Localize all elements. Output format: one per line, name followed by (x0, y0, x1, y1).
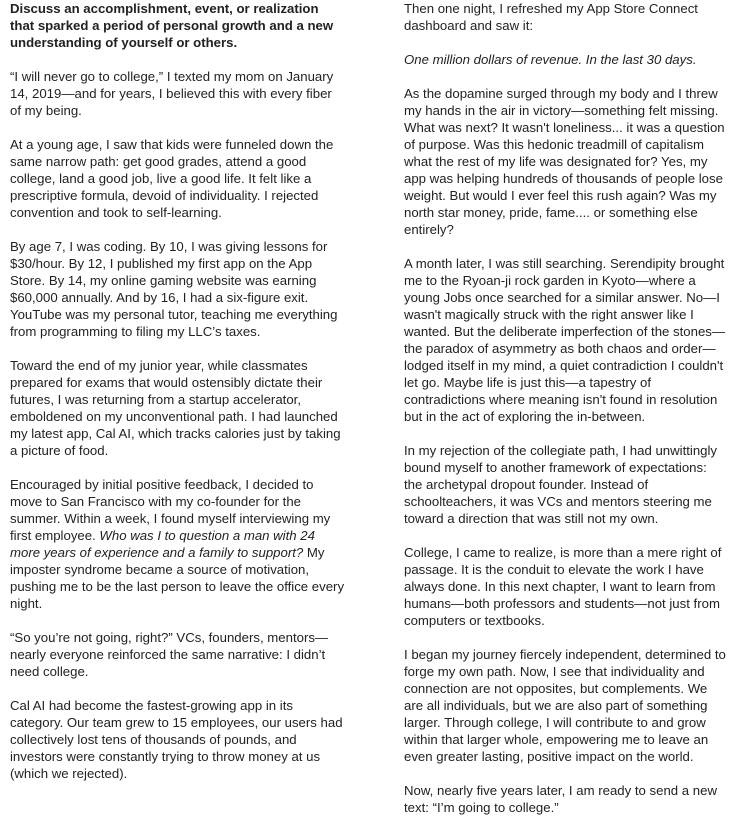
paragraph-6: “So you’re not going, right?” VCs, founders, mentors—nearly everyone reinforced the same narrative: I didn’t need college. (10, 630, 329, 679)
paragraph-5 (10, 476, 346, 612)
paragraph-10: As the dopamine surged through my body and I threw my hands in the air in victory—something felt missing. What was next? It wasn't loneliness... it was a question of purpose. Was this hedonic treadmill of capitalism what the rest of my life was designated for? Yes, my app was helping hundreds of thousands of people lose weight. But would I ever feel this rush again? Was my north star money, pride, fame.... or something else entirely? (404, 86, 725, 237)
paragraph-13: College, I came to realize, is more than a mere right of passage. It is the conduit to elevate the work I have always done. In this next chapter, I want to learn from humans—both professors and students—not just from computers or textbooks. (404, 545, 722, 628)
paragraph-4: Toward the end of my junior year, while classmates prepared for exams that would ostensibly dictate their futures, I was returning from a startup accelerator, emboldened on my unconventional path. I had launched my latest app, Cal AI, which tracks calories just by taking a picture of food. (10, 358, 341, 458)
paragraph-15: Now, nearly five years later, I am ready to send a new text: “I’m going to college.” (404, 783, 717, 815)
right-column (404, 0, 726, 833)
paragraph-2: At a young age, I saw that kids were funneled down the same narrow path: get good grades, attend a good college, land a good job, live a good life. It felt like a prescriptive formula, devoid of individuality. I rejected convention and took to self-learning. (10, 137, 334, 220)
left-column (10, 0, 346, 799)
paragraph-7: Cal AI had become the fastest-growing app in its category. Our team grew to 15 employees, our users had collectively lost tens of thousands of pounds, and investors were constantly trying to throw money at us (which we rejected). (10, 698, 343, 781)
revenue-line: One million dollars of revenue. In the last 30 days. (404, 52, 697, 67)
essay-prompt: Discuss an accomplishment, event, or realization that sparked a period of personal growth and a new understanding of yourself or others. (10, 1, 334, 50)
paragraph-12: In my rejection of the collegiate path, I had unwittingly bound myself to another framework of expectations: the archetypal dropout founder. Instead of schoolteachers, it was VCs and mentors steering me toward a direction that was still not my own. (404, 443, 718, 526)
paragraph-8: Then one night, I refreshed my App Store Connect dashboard and saw it: (404, 1, 698, 33)
paragraph-3: By age 7, I was coding. By 10, I was giving lessons for $30/hour. By 12, I published my first app on the App Store. By 14, my online gaming website was earning $60,000 annually. And by 16, I had a six-figure exit. YouTube was my personal tutor, teaching me everything from programming to filing my LLC’s taxes. (10, 239, 338, 339)
paragraph-5-end: My imposter syndrome became a source of motivation, pushing me to be the last person to leave the office every night. (10, 545, 345, 611)
paragraph-14: I began my journey fiercely independent, determined to forge my own path. Now, I see that individuality and connection are not opposites, but complements. We are all individuals, but we are also part of something larger. Through college, I will contribute to and grow within that larger whole, empowering me to leave an even greater lasting, positive impact on the world. (404, 647, 726, 764)
paragraph-9 (404, 51, 726, 68)
paragraph-5-italic: Who was I to question a man with 24 more years of experience and a family to support? (10, 528, 315, 560)
paragraph-11: A month later, I was still searching. Serendipity brought me to the Ryoan-ji rock garden in Kyoto—where a young Jobs once searched for a similar answer. No—I wasn't magically struck with the right answer like I wanted. But the deliberate imperfection of the stones—the paradox of asymmetry as both chaos and order—lodged itself in my mind, a quiet contradiction I couldn't let go. Maybe life is just this—a tapestry of contradictions where meaning isn't found in resolution but in the act of exploring the in-between. (404, 256, 726, 424)
paragraph-5-start: Encouraged by initial positive feedback, I decided to move to San Francisco with my co-founder for the summer. Within a week, I found myself interviewing my first employee. (10, 477, 331, 543)
paragraph-1: “I will never go to college,” I texted my mom on January 14, 2019—and for years, I believed this with every fiber of my being. (10, 69, 334, 118)
